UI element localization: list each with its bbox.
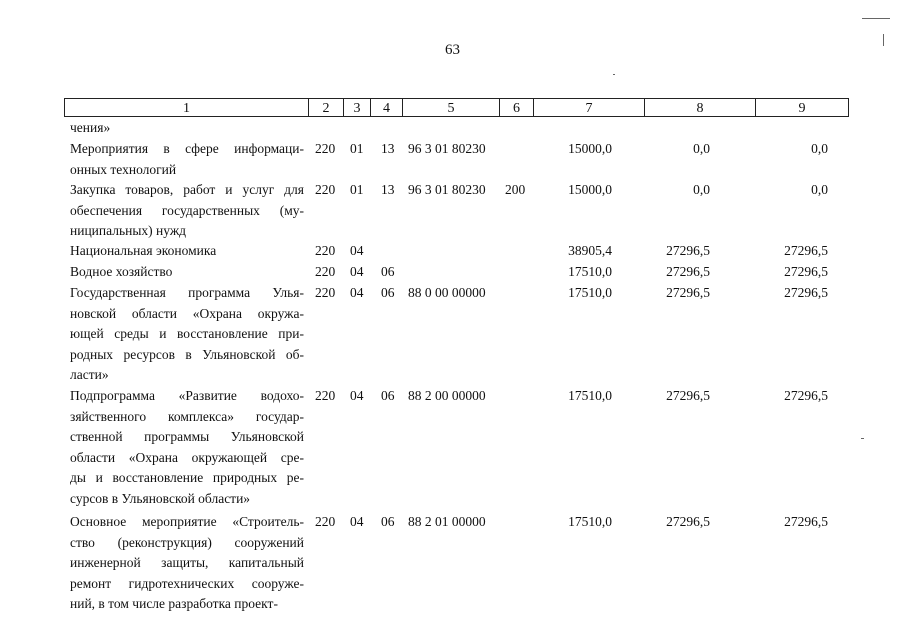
row-target-code: 96 3 01 80230 (408, 182, 486, 197)
description-line: онных технологий (70, 161, 177, 177)
row-amount-col9: 0,0 (811, 141, 828, 156)
description-line: сурсов в Ульяновской области» (70, 490, 251, 506)
row-section-code: 220 (315, 264, 336, 279)
description-line: ремонт гидротехнических сооруже- (70, 575, 304, 591)
row-amount-col8: 27296,5 (666, 243, 710, 258)
row-target-code: 88 2 00 00000 (408, 388, 486, 403)
header-col-3: 3 (343, 98, 371, 117)
row-chapter-code: 04 (350, 264, 364, 279)
row-amount-col8: 27296,5 (666, 285, 710, 300)
description-line: ды и восстановление природных ре- (70, 470, 304, 486)
row-amount-col7: 17510,0 (568, 285, 612, 300)
row-section-code: 220 (315, 514, 336, 529)
header-col-8: 8 (644, 98, 756, 117)
header-col-1: 1 (64, 98, 309, 117)
row-section-code: 220 (315, 182, 336, 197)
row-amount-col9: 0,0 (811, 182, 828, 197)
row-amount-col9: 27296,5 (784, 285, 828, 300)
row-amount-col7: 17510,0 (568, 514, 612, 529)
row-section-code: 220 (315, 243, 336, 258)
row-amount-col7: 38905,4 (568, 243, 612, 258)
row-amount-col8: 27296,5 (666, 264, 710, 279)
header-col-5: 5 (402, 98, 500, 117)
row-subsection-code: 06 (381, 285, 395, 300)
continuation-text (70, 118, 304, 139)
header-col-2: 2 (308, 98, 344, 117)
row-description (70, 512, 304, 615)
row-target-code: 88 2 01 00000 (408, 514, 486, 529)
row-description (70, 241, 304, 262)
description-line: Мероприятия в сфере информаци- (70, 141, 304, 156)
description-line: Подпрограмма «Развитие водохо- (70, 388, 304, 403)
row-amount-col9: 27296,5 (784, 264, 828, 279)
row-chapter-code: 04 (350, 388, 364, 403)
row-target-code: 96 3 01 80230 (408, 141, 486, 156)
row-amount-col8: 0,0 (693, 141, 710, 156)
description-line: ственной программы Ульяновской (70, 429, 304, 445)
continuation-line: чения» (70, 120, 111, 135)
description-line: Национальная экономика (70, 243, 217, 258)
scan-mark (861, 438, 864, 439)
table-header (64, 98, 849, 118)
row-chapter-code: 04 (350, 514, 364, 529)
row-subsection-code: 06 (381, 388, 395, 403)
description-line: ство (реконструкция) сооружений (70, 534, 304, 550)
row-amount-col7: 15000,0 (568, 141, 612, 156)
row-subsection-code: 13 (381, 182, 395, 197)
row-section-code: 220 (315, 388, 336, 403)
scan-mark (862, 18, 890, 19)
row-description (70, 283, 304, 386)
description-line: ласти» (70, 367, 109, 383)
row-description (70, 139, 304, 180)
row-amount-col9: 27296,5 (784, 514, 828, 529)
description-line: Основное мероприятие «Строитель- (70, 514, 304, 529)
header-col-4: 4 (370, 98, 403, 117)
row-description (70, 386, 304, 510)
header-col-6: 6 (499, 98, 534, 117)
scan-mark (613, 74, 615, 75)
row-expense-type: 200 (505, 182, 526, 197)
description-line: зяйственного комплекса» государ- (70, 408, 304, 424)
page-number: 63 (445, 42, 460, 58)
description-line: новской области «Охрана окружа- (70, 305, 304, 321)
row-subsection-code: 06 (381, 514, 395, 529)
row-amount-col9: 27296,5 (784, 243, 828, 258)
row-section-code: 220 (315, 285, 336, 300)
row-subsection-code: 06 (381, 264, 395, 279)
row-amount-col7: 17510,0 (568, 388, 612, 403)
header-col-7: 7 (533, 98, 645, 117)
row-description (70, 262, 304, 283)
description-line: ний, в том числе разработка проект- (70, 596, 278, 612)
row-amount-col7: 15000,0 (568, 182, 612, 197)
header-col-9: 9 (755, 98, 849, 117)
row-description (70, 180, 304, 242)
row-amount-col8: 27296,5 (666, 388, 710, 403)
row-amount-col8: 0,0 (693, 182, 710, 197)
row-amount-col9: 27296,5 (784, 388, 828, 403)
description-line: Закупка товаров, работ и услуг для (70, 182, 304, 197)
row-chapter-code: 01 (350, 141, 364, 156)
description-line: обеспечения государственных (му- (70, 202, 304, 218)
row-amount-col8: 27296,5 (666, 514, 710, 529)
row-target-code: 88 0 00 00000 (408, 285, 486, 300)
row-section-code: 220 (315, 141, 336, 156)
description-line: области «Охрана окружающей сре- (70, 449, 304, 465)
description-line: ниципальных) нужд (70, 223, 187, 239)
description-line: ющей среды и восстановление при- (70, 326, 304, 342)
description-line: инженерной защиты, капитальный (70, 555, 304, 571)
row-chapter-code: 04 (350, 285, 364, 300)
description-line: Государственная программа Улья- (70, 285, 304, 300)
row-chapter-code: 01 (350, 182, 364, 197)
row-amount-col7: 17510,0 (568, 264, 612, 279)
scan-mark (883, 34, 884, 46)
description-line: Водное хозяйство (70, 264, 173, 279)
row-subsection-code: 13 (381, 141, 395, 156)
row-chapter-code: 04 (350, 243, 364, 258)
description-line: родных ресурсов в Ульяновской об- (70, 346, 304, 362)
